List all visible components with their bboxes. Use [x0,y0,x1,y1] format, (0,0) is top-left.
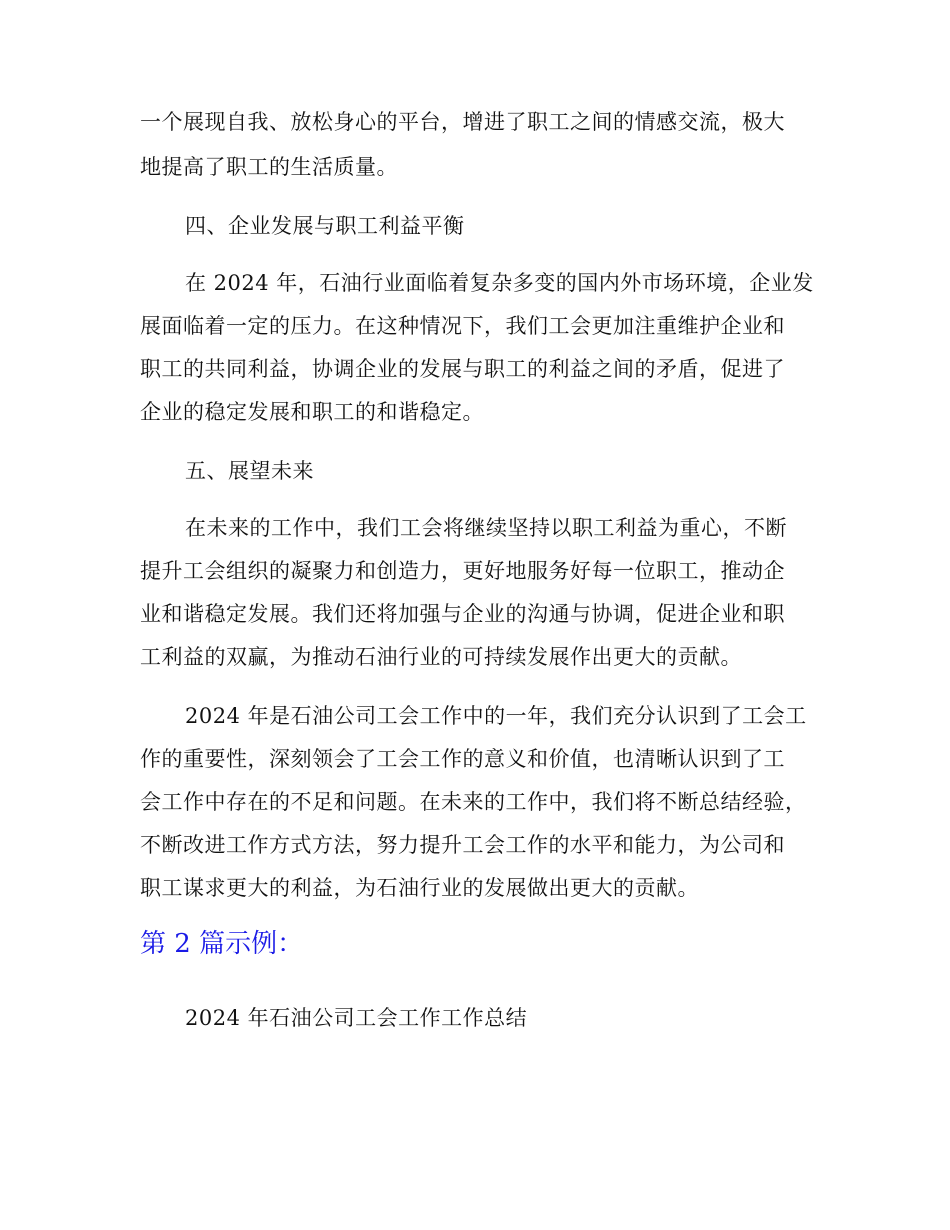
paragraph-line: 不断改进工作方式方法，努力提升工会工作的水平和能力，为公司和 [140,833,785,857]
example-heading: 第 2 篇示例： [140,929,304,959]
paragraph-line: 业和谐稳定发展。我们还将加强与企业的沟通与协调，促进企业和职 [140,602,785,626]
section-heading-five: 五、展望未来 [185,459,314,483]
paragraph-line: 企业的稳定发展和职工的和谐稳定。 [140,400,484,424]
paragraph-line: 职工谋求更大的利益，为石油行业的发展做出更大的贡献。 [140,876,699,900]
paragraph-line: 提升工会组织的凝聚力和创造力，更好地服务好每一位职工，推动企 [140,559,785,583]
paragraph-line: 地提高了职工的生活质量。 [140,155,398,179]
paragraph-line: 在 2024 年，石油行业面临着复杂多变的国内外市场环境，企业发 [185,271,814,295]
paragraph-line: 职工的共同利益，协调企业的发展与职工的利益之间的矛盾，促进了 [140,357,785,381]
section-heading-four: 四、企业发展与职工利益平衡 [185,214,465,238]
paragraph-line: 工利益的双赢，为推动石油行业的可持续发展作出更大的贡献。 [140,645,742,669]
paragraph-line: 作的重要性，深刻领会了工会工作的意义和价值，也清晰认识到了工 [140,747,785,771]
example-title: 2024 年石油公司工会工作工作总结 [185,1006,528,1030]
paragraph-line: 展面临着一定的压力。在这种情况下，我们工会更加注重维护企业和 [140,314,785,338]
paragraph-line: 会工作中存在的不足和问题。在未来的工作中，我们将不断总结经验， [140,790,807,814]
paragraph-line: 2024 年是石油公司工会工作中的一年，我们充分认识到了工会工 [185,704,807,728]
paragraph-line: 一个展现自我、放松身心的平台，增进了职工之间的情感交流，极大 [140,110,785,134]
paragraph-line: 在未来的工作中，我们工会将继续坚持以职工利益为重心，不断 [185,516,787,540]
